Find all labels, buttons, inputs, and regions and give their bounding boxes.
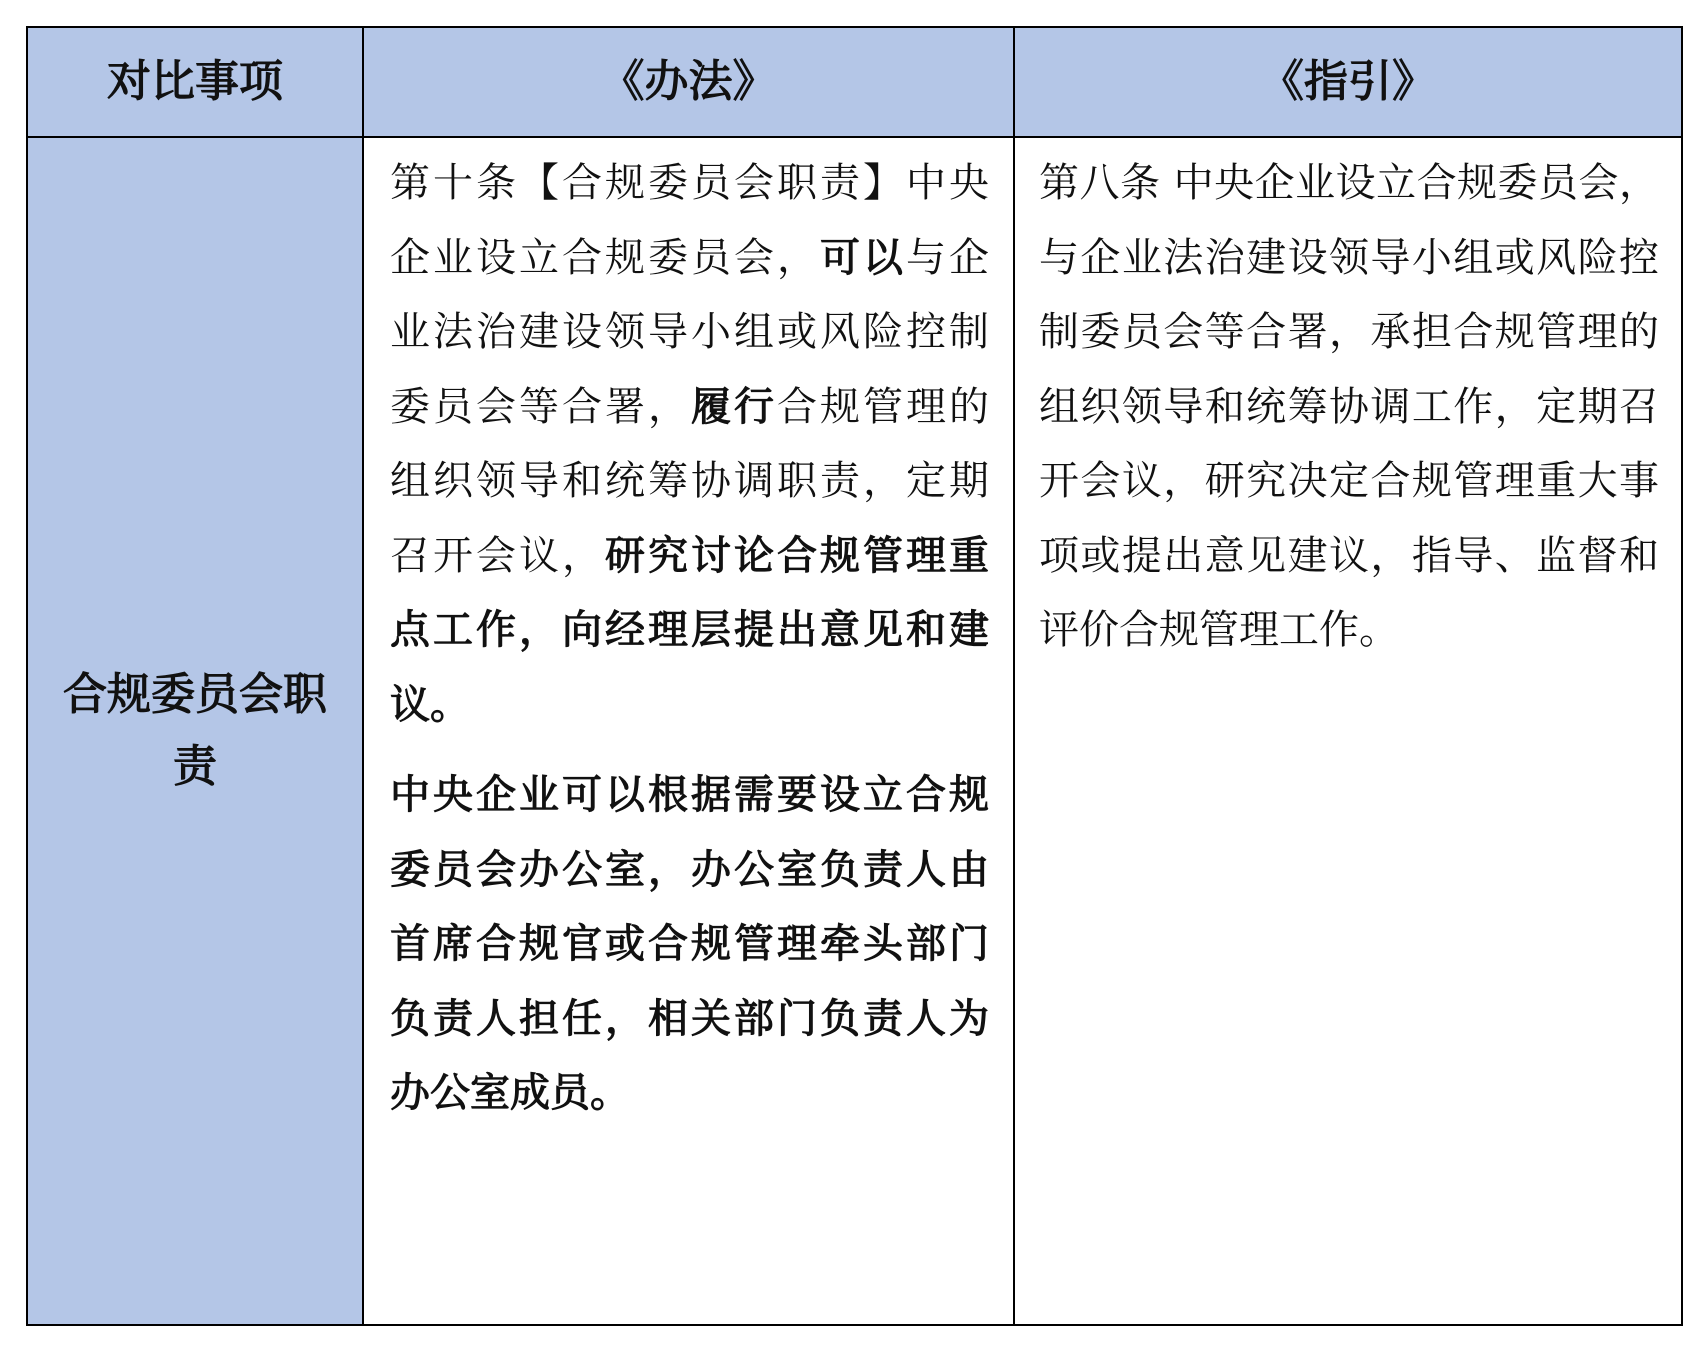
- header-cell-banfa: 《办法》: [363, 27, 1014, 137]
- banfa-cell: [363, 137, 1014, 1325]
- header-cell-zhiyin: 《指引》: [1014, 27, 1682, 137]
- table-row: [27, 137, 1682, 1325]
- banfa-bold-segment: 履行: [691, 382, 777, 430]
- topic-label: 合规委员会职责: [63, 669, 327, 792]
- header-row: [27, 27, 1682, 137]
- banfa-text-segment: 与企业法治建设领导小组或风险控制委员会等合署，: [390, 234, 989, 430]
- banfa-text-segment: 合规管理的组织领导和统筹协调职责，定期召开会议，: [390, 383, 989, 579]
- banfa-paragraph-2: 中央企业可以根据需要设立合规委员会办公室，办公室负责人由首席合规官或合规管理牵头部门负责人担任，相关部门负责人为办公室成员。: [390, 771, 989, 1116]
- header-cell-item: 对比事项: [27, 27, 363, 137]
- comparison-table: [26, 26, 1683, 1326]
- banfa-paragraph-1: [390, 146, 989, 742]
- zhiyin-cell: [1014, 137, 1682, 1325]
- banfa-bold-segment: 可以: [820, 233, 906, 281]
- banfa-text-segment: 第十条【合规委员会职责】中央企业设立合规委员会，: [390, 160, 989, 281]
- zhiyin-paragraph-1: 第八条 中央企业设立合规委员会，与企业法治建设领导小组或风险控制委员会等合署，承担合规管理的组织领导和统筹协调工作，定期召开会议，研究决定合规管理重大事项或提出意见建议，指导、监督和评价合规管理工作。: [1039, 160, 1659, 653]
- topic-cell: [27, 137, 363, 1325]
- banfa-bold-segment: 研究讨论合规管理重点工作，向经理层提出意见和建议。: [390, 531, 989, 728]
